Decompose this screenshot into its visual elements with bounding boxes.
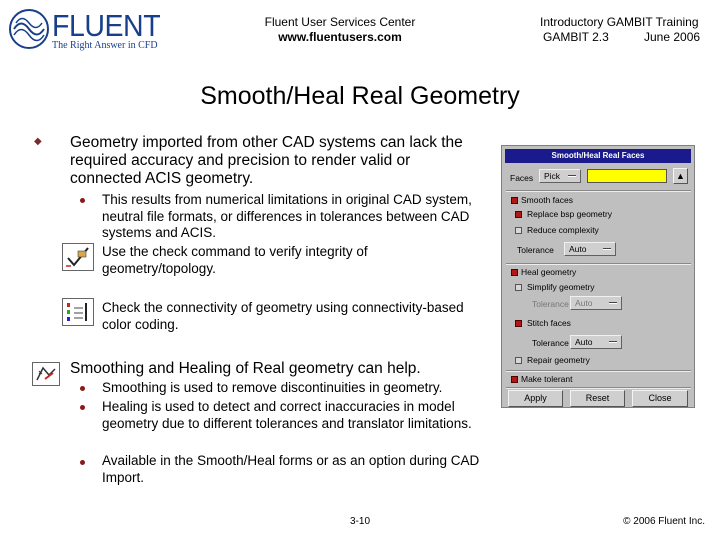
close-button[interactable]: Close	[632, 390, 688, 407]
panel-separator	[506, 190, 691, 192]
heal-geometry-label: Heal geometry	[521, 267, 577, 277]
bullet-sub-3: Check the connectivity of geometry using connectivity-based color coding.	[102, 300, 464, 332]
reduce-complexity-checkbox[interactable]	[515, 227, 522, 234]
copyright: © 2006 Fluent Inc.	[623, 516, 705, 527]
smooth-heal-panel	[501, 145, 695, 408]
header-date: June 2006	[644, 30, 701, 44]
header-url: www.fluentusers.com	[278, 30, 402, 44]
tolerance-label-2: Tolerance	[532, 299, 569, 309]
panel-separator	[506, 263, 691, 265]
dot-bullet-icon	[80, 386, 85, 391]
tolerance-label-3: Tolerance	[532, 338, 569, 348]
tolerance-value-3: Auto	[575, 337, 593, 347]
faces-label: Faces	[510, 173, 534, 183]
tolerance-dropdown-1[interactable]	[564, 242, 616, 256]
dot-bullet-icon	[80, 198, 85, 203]
tolerance-label-1: Tolerance	[517, 245, 554, 255]
header-center	[250, 15, 430, 45]
faces-pick-value: Pick	[544, 171, 561, 181]
tolerance-dropdown-2[interactable]	[570, 296, 622, 310]
make-tolerant-label: Make tolerant	[521, 374, 573, 384]
logo-tagline: The Right Answer in CFD	[52, 40, 158, 51]
faces-pick-field[interactable]	[587, 169, 667, 183]
tolerance-value-1: Auto	[569, 244, 587, 254]
reduce-complexity-label: Reduce complexity	[527, 225, 599, 235]
page-number: 3-10	[349, 516, 370, 527]
bullet-sub-6: Available in the Smooth/Heal forms or as an option during CAD Import.	[102, 453, 480, 485]
faces-pick-dropdown[interactable]	[539, 169, 581, 183]
replace-bsp-label: Replace bsp geometry	[527, 209, 613, 219]
bullet-sub-2: Use the check command to verify integrity of geometry/topology.	[102, 244, 368, 276]
stitch-faces-checkbox[interactable]	[515, 320, 522, 327]
fluent-logo-icon	[8, 8, 50, 50]
check-command-icon	[62, 243, 94, 271]
diamond-bullet-icon: ◆	[34, 136, 42, 147]
connectivity-icon	[62, 298, 94, 326]
make-tolerant-checkbox[interactable]	[511, 376, 518, 383]
simplify-geometry-label: Simplify geometry	[527, 282, 595, 292]
logo-wordmark: FLUENT	[52, 8, 161, 43]
slide-title: Smooth/Heal Real Geometry	[200, 82, 520, 110]
smooth-faces-label: Smooth faces	[521, 195, 573, 205]
smooth-heal-icon	[32, 362, 60, 386]
heal-geometry-checkbox[interactable]	[511, 269, 518, 276]
bullet-sub-5: Healing is used to detect and correct inaccuracies in model geometry due to different tolerances and translator limitations.	[102, 399, 472, 431]
repair-geometry-label: Repair geometry	[527, 355, 590, 365]
panel-title: Smooth/Heal Real Faces	[505, 149, 691, 163]
panel-separator	[506, 387, 691, 389]
bullet-main-1: Geometry imported from other CAD systems can lack the required accuracy and precision to render valid or connected ACIS geometry.	[70, 134, 463, 187]
reset-button[interactable]: Reset	[570, 390, 625, 407]
apply-button[interactable]: Apply	[508, 390, 563, 407]
smooth-faces-checkbox[interactable]	[511, 197, 518, 204]
tolerance-dropdown-3[interactable]	[570, 335, 622, 349]
tolerance-value-2: Auto	[575, 298, 593, 308]
replace-bsp-checkbox[interactable]	[515, 211, 522, 218]
panel-separator	[506, 370, 691, 372]
header-right	[540, 15, 705, 45]
header-center-line1: Fluent User Services Center	[264, 15, 416, 29]
bullet-main-2: Smoothing and Healing of Real geometry can help.	[70, 360, 421, 377]
header-version: GAMBIT 2.3	[543, 30, 609, 44]
faces-list-button[interactable]: ▲	[673, 168, 688, 184]
dot-bullet-icon	[80, 460, 85, 465]
repair-geometry-checkbox[interactable]	[515, 357, 522, 364]
bullet-sub-4: Smoothing is used to remove discontinuities in geometry.	[102, 380, 443, 395]
header-training: Introductory GAMBIT Training	[540, 15, 699, 29]
dot-bullet-icon	[80, 405, 85, 410]
stitch-faces-label: Stitch faces	[527, 318, 571, 328]
simplify-geometry-checkbox[interactable]	[515, 284, 522, 291]
bullet-sub-1: This results from numerical limitations in original CAD system, neutral file formats, or differences in tolerances between CAD systems and ACIS.	[102, 192, 472, 240]
